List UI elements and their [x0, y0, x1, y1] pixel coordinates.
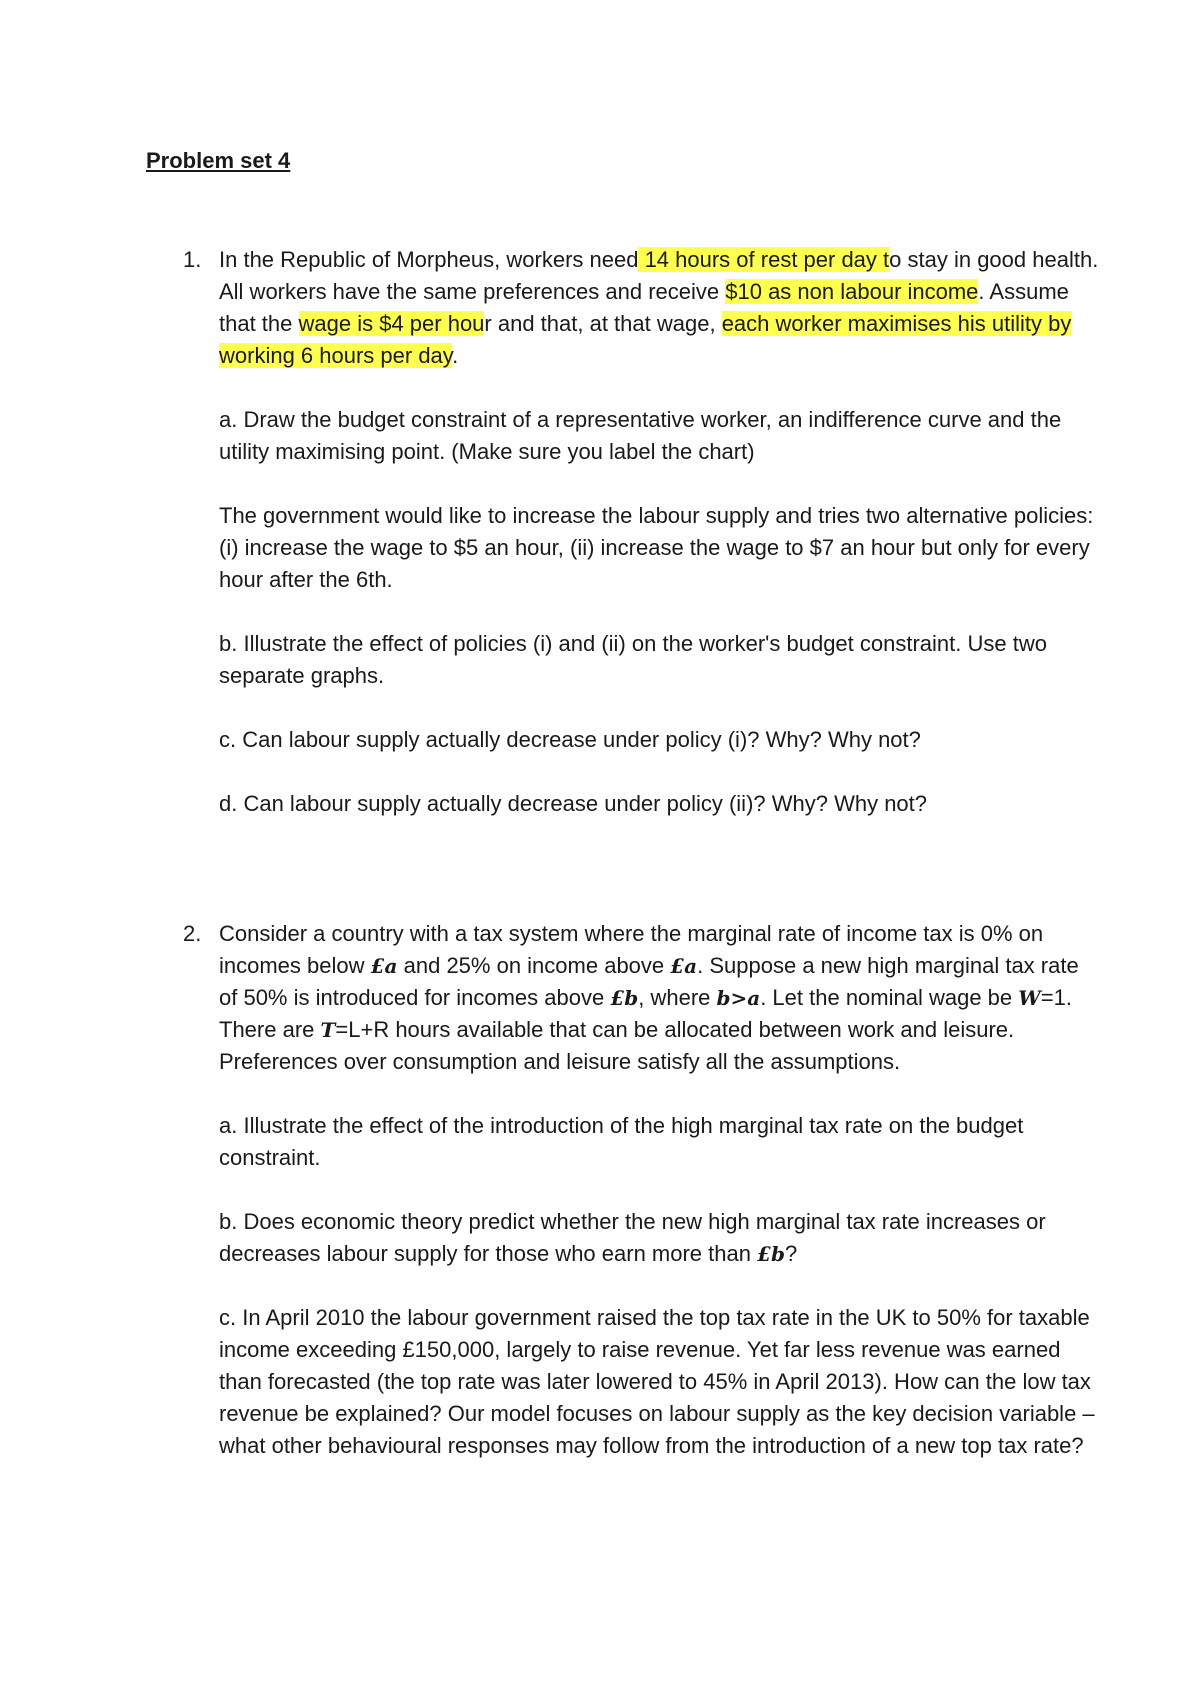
- question-body: [219, 918, 1099, 1494]
- intro-text: Consider a country with a tax system where the marginal rate of income tax is 0% on incomes below: [219, 921, 1044, 978]
- sub-question-b: b. Illustrate the effect of policies (i) and (ii) on the worker's budget constraint. Use two separate graphs.: [219, 631, 1047, 688]
- sub-question-a: a. Draw the budget constraint of a representative worker, an indifference curve and the utility maximising point. (Make sure you label the chart): [219, 407, 1062, 464]
- sub-question-text: b. Does economic theory predict whether the new high marginal tax rate increases or decreases labour supply for those who earn more than: [219, 1209, 1046, 1266]
- intro-text: and 25% on income above: [397, 953, 671, 978]
- intro-text: In the Republic of Morpheus, workers need: [219, 247, 639, 272]
- math-symbol: b>a: [716, 986, 761, 1010]
- question-body: [219, 244, 1099, 852]
- intro-text: . Assume that the: [219, 279, 1069, 336]
- highlighted-text: wage is $4 per hou: [298, 311, 485, 336]
- sub-question-d: d. Can labour supply actually decrease under policy (ii)? Why? Why not?: [219, 791, 928, 816]
- sub-question-text: ?: [785, 1241, 798, 1266]
- intro-text: o stay in good health. All workers have the same preferences and receive: [219, 247, 1099, 304]
- question-number: 1.: [183, 247, 202, 272]
- policy-paragraph: The government would like to increase the labour supply and tries two alternative policies: (i) increase the wage to $5 an hour, (ii) increase the wage to $7 an hour but only for every hour after the 6th.: [219, 503, 1094, 592]
- question-number: 2.: [183, 921, 202, 946]
- sub-question-b: [219, 1206, 1099, 1270]
- highlighted-text: $10 as non labour income: [725, 279, 979, 304]
- question-intro: [219, 918, 1099, 1078]
- math-symbol: T: [320, 1018, 336, 1042]
- math-symbol: £a: [670, 954, 698, 978]
- intro-text: =L+R hours available that can be allocated between work and leisure. Preferences over consumption and leisure satisfy all the assumptions.: [219, 1017, 1015, 1074]
- intro-text: , where: [638, 985, 717, 1010]
- math-symbol: £b: [757, 1242, 785, 1266]
- highlighted-text: 14 hours of rest per day t: [638, 247, 890, 272]
- intro-text: . Let the nominal wage be: [760, 985, 1019, 1010]
- sub-question-c: c. In April 2010 the labour government raised the top tax rate in the UK to 50% for taxable income exceeding £150,000, largely to raise revenue. Yet far less revenue was earned than forecasted (the top rate was later lowered to 45% in April 2013). How can the low tax revenue be explained? Our model focuses on labour supply as the key decision variable – what other behavioural responses may follow from the introduction of a new top tax rate?: [219, 1305, 1095, 1458]
- intro-text: r and that, at that wage,: [484, 311, 722, 336]
- highlighted-text: each worker maximises his utility by working 6 hours per day: [219, 311, 1072, 368]
- math-symbol: £a: [370, 954, 398, 978]
- intro-text: =1. There are: [219, 985, 1072, 1042]
- question-intro: [219, 244, 1099, 372]
- page-title: Problem set 4: [146, 148, 291, 173]
- math-symbol: £b: [610, 986, 639, 1010]
- intro-text: .: [452, 343, 459, 368]
- sub-question-a: a. Illustrate the effect of the introduction of the high marginal tax rate on the budget constraint.: [219, 1113, 1024, 1170]
- sub-question-c: c. Can labour supply actually decrease under policy (i)? Why? Why not?: [219, 727, 921, 752]
- intro-text: . Suppose a new high marginal tax rate of 50% is introduced for incomes above: [219, 953, 1079, 1010]
- math-symbol: W: [1018, 986, 1041, 1010]
